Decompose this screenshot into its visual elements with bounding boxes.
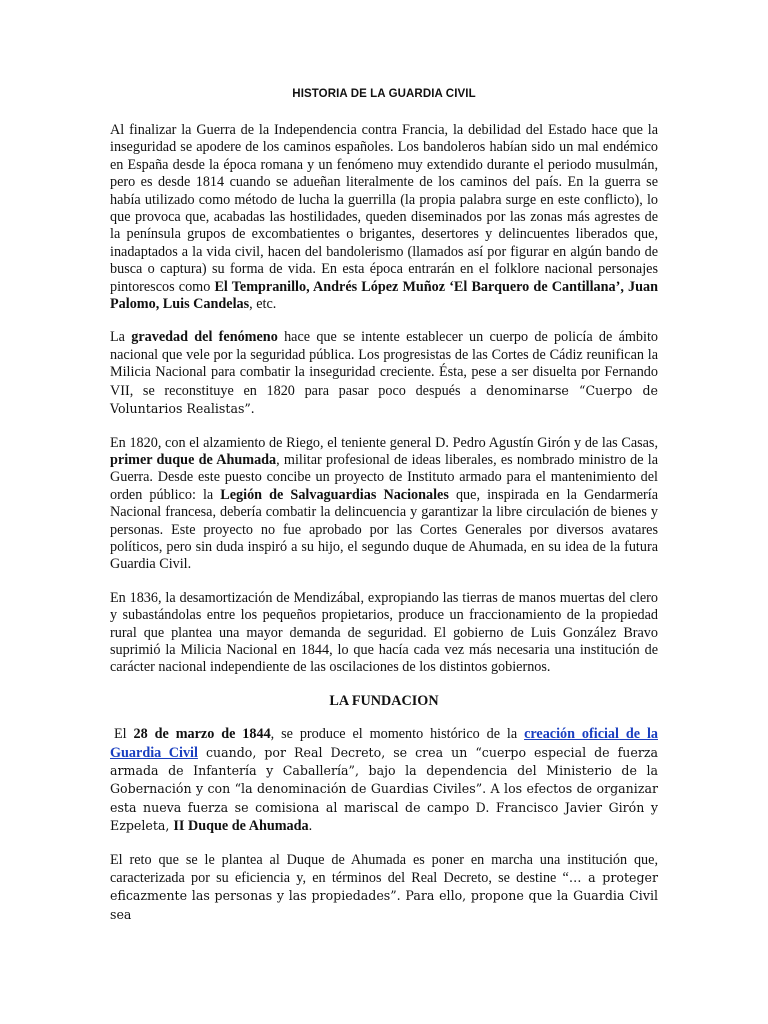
paragraph-reto — [110, 852, 658, 925]
paragraph-text: El reto que se le plantea al Duque de Ahumada es poner en marcha una institución que, caracterizada por su eficiencia y, en términos del Real Decreto, se destine “ — [110, 851, 658, 887]
paragraph-text: hace que se intente establecer un cuerpo de policía de ámbito nacional que vele por la seguridad pública. Los progresistas de las Cortes de Cádiz reunifican la Milicia Nacional para combatir la inseguridad creciente. Ésta, pese a ser disuelta por Fernando VII, se reconstituye en 1820 para pasar poco después a — [110, 329, 658, 399]
section-heading: LA FUNDACION — [329, 692, 439, 709]
paragraph-gravedad — [110, 329, 658, 418]
bold-names: El Tempranillo, Andrés López Muñoz ‘El Barquero de Cantillana’, Juan Palomo, Luis Candelas — [110, 278, 659, 313]
bold-phrase: Legión de Salvaguardias Nacionales — [220, 486, 449, 503]
paragraph-light-text: … a proteger eficazmente las personas y las propiedades”. Para ello, propone que la Guardia Civil sea — [110, 870, 658, 922]
paragraph-text: , militar profesional de ideas liberales, es nombrado ministro de la Guerra. Desde este puesto concibe un proyecto de Instituto armado para el mantenimiento del orden público: la — [110, 451, 658, 503]
paragraph-text: En 1820, con el alzamiento de Riego, el teniente general D. Pedro Agustín Girón y de las Casas, — [110, 434, 658, 451]
paragraph-bandolerismo — [110, 122, 658, 313]
paragraph-light-text: cuando, por Real Decreto, se crea un “cuerpo especial de fuerza armada de Infantería y Caballería”, bajo la dependencia del Ministerio de la Gobernación y con “la denominación de Guardias Civiles”. A los efectos de organizar esta nueva fuerza se comisiona al mariscal de campo D. Francisco Javier Girón y Ezpeleta, — [110, 744, 658, 834]
paragraph-tail: , etc. — [249, 296, 277, 313]
bold-date: 28 de marzo de 1844 — [133, 726, 271, 743]
paragraph-text: , se produce el momento histórico de la — [270, 726, 525, 743]
paragraph-text: En 1836, la desamortización de Mendizábal, expropiando las tierras de manos muertas del clero y subastándolas entre los pequeños propietarios, produce un fraccionamiento de la propiedad rural que plantea una mayor demanda de seguridad. El gobierno de Luis González Bravo suprimió la Milicia Nacional en 1844, lo que hacía cada vez más necesaria una institución de carácter nacional independiente de las oscilaciones de los distintos gobiernos. — [110, 589, 658, 676]
paragraph-prefix: La — [110, 329, 132, 346]
paragraph-fundacion — [110, 726, 658, 835]
paragraph-1820 — [110, 435, 658, 574]
paragraph-tail: . — [308, 818, 313, 835]
paragraph-light-text: denominarse “Cuerpo de Voluntarios Realistas” — [110, 382, 658, 417]
paragraph-text: El — [114, 726, 134, 743]
paragraph-text: Al finalizar la Guerra de la Independencia contra Francia, la debilidad del Estado hace que la inseguridad se apodere de los caminos españoles. Los bandoleros habían sido un mal endémico en España desde la época romana y un fenómeno muy extendido durante el periodo musulmán, pero es desde 1814 cuando se adueñan literalmente de los caminos del país. En la guerra se había utilizado como método de lucha la guerrilla (la propia palabra surge en este conflicto), lo que provoca que, acabadas las hostilidades, queden diseminados por las zonas más agrestes de la península grupos de excombatientes o brigantes, desertores y delincuentes liberados que, inadaptados a la vida civil, hacen del bandolerismo (llamados así por figurar en algún bando de busca o captura) su forma de vida. En esta época entrarán en el folklore nacional personajes pintorescos como — [110, 122, 658, 295]
paragraph-1836 — [110, 590, 658, 677]
creacion-oficial-link[interactable]: creación oficial de la Guardia Civil — [110, 726, 658, 761]
page-title: HISTORIA DE LA GUARDIA CIVIL — [292, 88, 476, 100]
bold-phrase: II Duque de Ahumada — [173, 818, 309, 835]
paragraph-text: que, inspirada en la Gendarmería Nacional francesa, debería combatir la delincuencia y garantizar la libre circulación de bienes y personas. Este proyecto no fue aprobado por las Cortes Generales por diversos avatares políticos, pero sin duda inspiró a su hijo, el segundo duque de Ahumada, en su idea de la futura Guardia Civil. — [110, 486, 659, 573]
bold-phrase: primer duque de Ahumada — [110, 451, 277, 468]
paragraph-tail: . — [250, 401, 255, 418]
bold-phrase: gravedad del fenómeno — [131, 329, 278, 346]
